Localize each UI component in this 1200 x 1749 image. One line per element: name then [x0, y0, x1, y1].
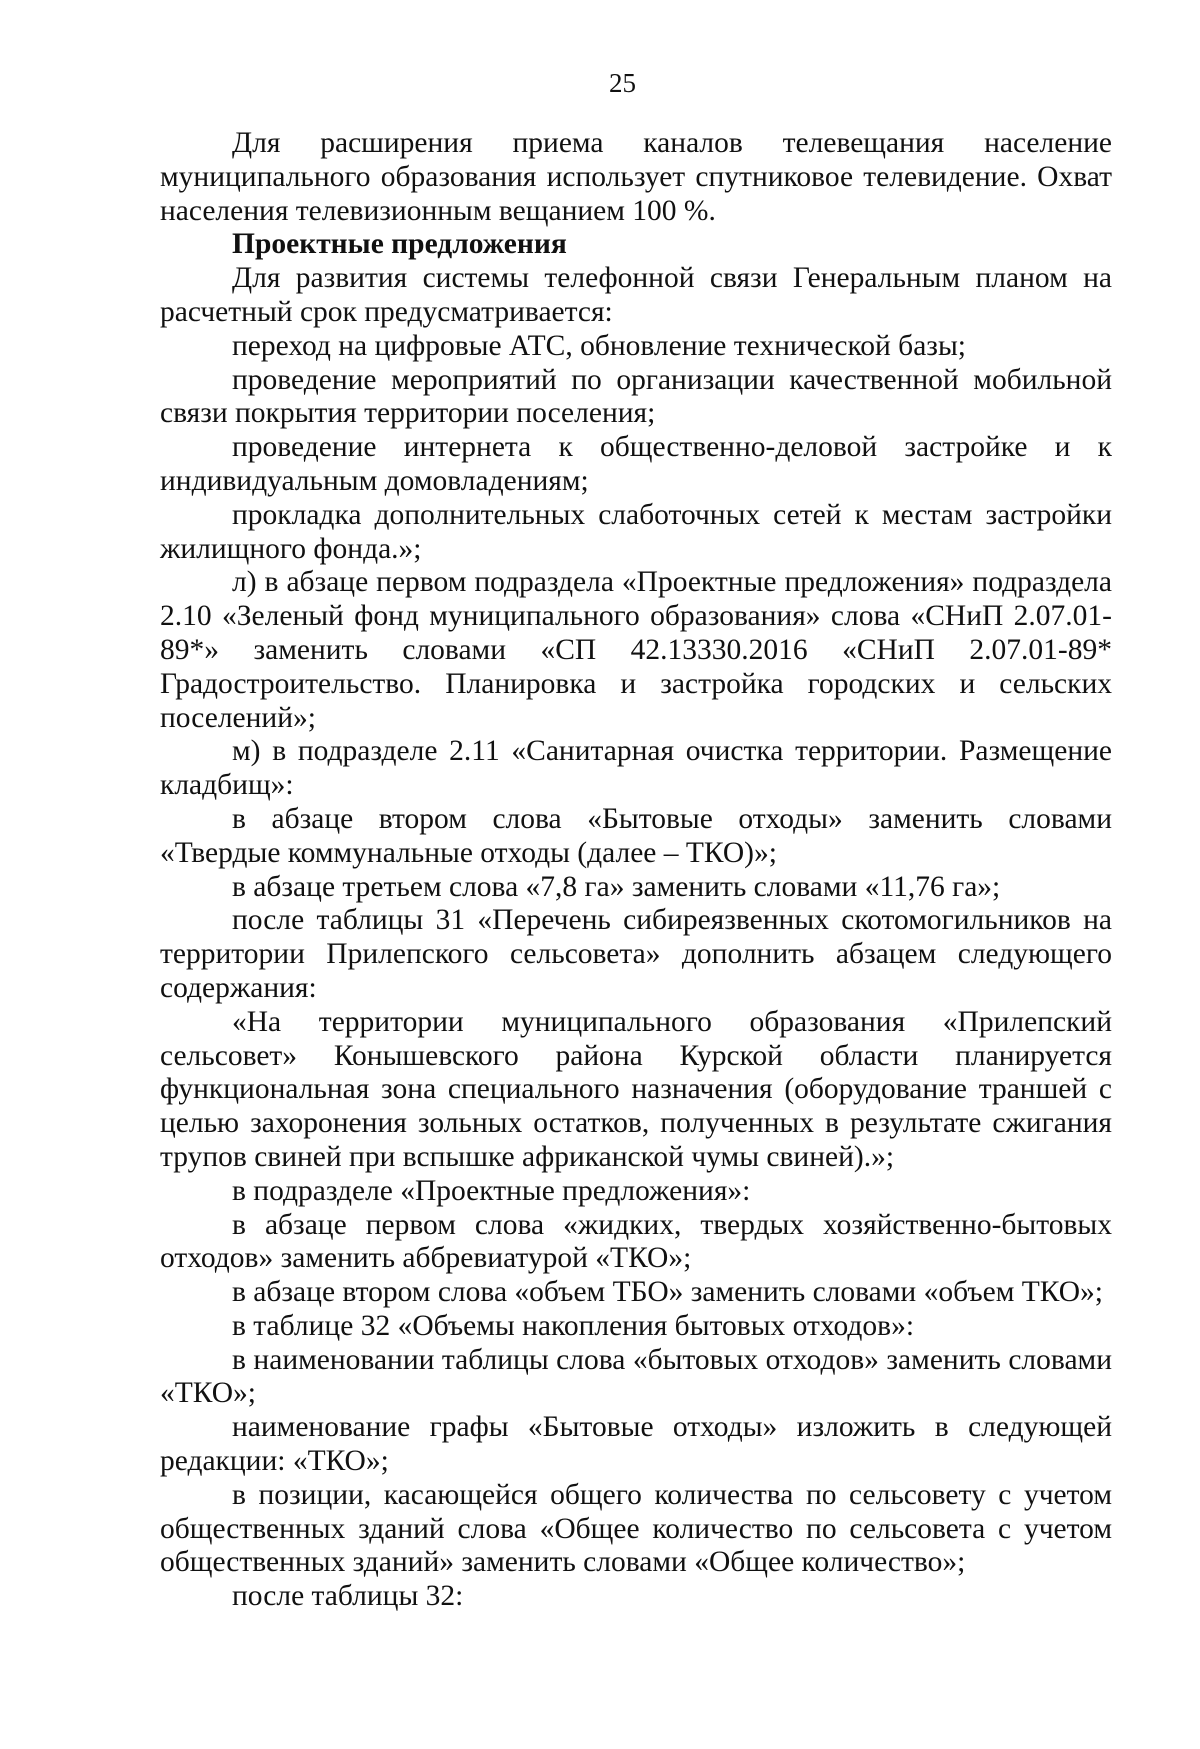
paragraph: «На территории муниципального образования «Прилепский сельсовет» Конышевского района Курской области планируется функциональная зона специального назначения (оборудование траншей с целью захоронения зольных остатков, полученных в результате сжигания трупов свиней при вспышке африканской чумы свиней).»;: [160, 1005, 1112, 1173]
paragraph: после таблицы 31 «Перечень сибиреязвенных скотомогильников на территории Прилепского сельсовета» дополнить абзацем следующего содержания:: [160, 904, 1112, 1004]
page-number: 25: [609, 68, 636, 98]
paragraph: в позиции, касающейся общего количества по сельсовету с учетом общественных зданий слова «Общее количество по сельсовета с учетом общественных зданий» заменить словами «Общее количество»;: [160, 1478, 1112, 1579]
paragraph: прокладка дополнительных слаботочных сетей к местам застройки жилищного фонда.»;: [160, 498, 1112, 565]
paragraph: проведение интернета к общественно-деловой застройке и к индивидуальным домовладениям;: [160, 431, 1112, 497]
paragraph: переход на цифровые АТС, обновление технической базы;: [232, 329, 966, 362]
paragraph: проведение мероприятий по организации качественной мобильной связи покрытия территории поселения;: [160, 363, 1112, 430]
paragraph: в абзаце втором слова «объем ТБО» заменить словами «объем ТКО»;: [232, 1276, 1103, 1309]
paragraph: в наименовании таблицы слова «бытовых отходов» заменить словами «ТКО»;: [160, 1343, 1112, 1410]
paragraph: Для расширения приема каналов телевещания население муниципального образования использует спутниковое телевидение. Охват населения телевизионным вещанием 100 %.: [160, 127, 1112, 227]
paragraph: в подразделе «Проектные предложения»:: [232, 1174, 751, 1207]
paragraph: в абзаце первом слова «жидких, твердых хозяйственно-бытовых отходов» заменить аббревиатурой «ТКО»;: [160, 1208, 1112, 1275]
paragraph: л) в абзаце первом подраздела «Проектные предложения» подраздела 2.10 «Зеленый фонд муниципального образования» слова «СНиП 2.07.01-89*» заменить словами «СП 42.13330.2016 «СНиП 2.07.01-89* Градостроительство. Планировка и застройка городских и сельских поселений»;: [160, 566, 1112, 734]
paragraph: после таблицы 32:: [232, 1580, 464, 1613]
paragraph: в абзаце третьем слова «7,8 га» заменить словами «11,76 га»;: [232, 870, 1001, 903]
paragraph: в абзаце втором слова «Бытовые отходы» заменить словами «Твердые коммунальные отходы (далее – ТКО)»;: [160, 802, 1112, 869]
paragraph: в таблице 32 «Объемы накопления бытовых отходов»:: [232, 1309, 915, 1342]
document-body: [160, 127, 1112, 1614]
paragraph: Для развития системы телефонной связи Генеральным планом на расчетный срок предусматривается:: [160, 262, 1112, 328]
section-heading: Проектные предложения: [232, 228, 567, 261]
paragraph: наименование графы «Бытовые отходы» изложить в следующей редакции: «ТКО»;: [160, 1411, 1112, 1478]
paragraph: м) в подразделе 2.11 «Санитарная очистка территории. Размещение кладбищ»:: [160, 735, 1112, 802]
